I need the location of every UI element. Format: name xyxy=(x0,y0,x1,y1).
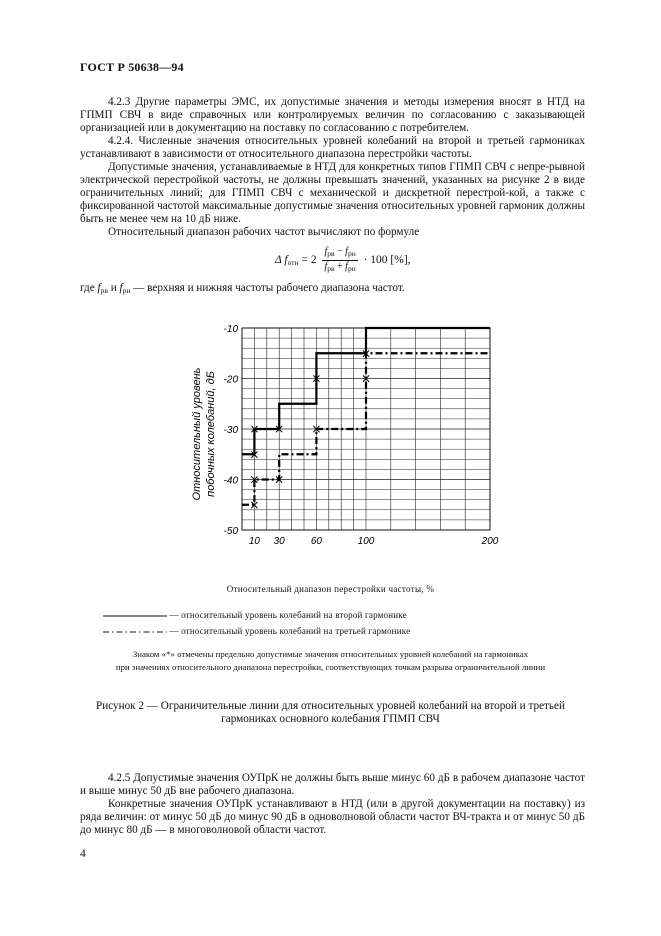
limit-marker: × xyxy=(311,422,322,436)
formula-denominator: $f_{рв} + f_{рн}$ xyxy=(324,261,356,273)
legend-solid-swatch xyxy=(103,612,167,620)
y-axis-label xyxy=(191,367,217,500)
chart-svg xyxy=(160,318,510,558)
paragraph-formula-intro: Относительный диапазон рабочих частот вычисляют по формуле xyxy=(108,226,420,238)
limit-marker: × xyxy=(249,422,260,436)
y-tick-label: -50 xyxy=(223,526,238,537)
limit-marker: × xyxy=(360,346,372,361)
relative-range-formula: Δ $f_{отн} = 2$ $\frac{f_{рв} - f_{рн}}{f_{рв} + f_{рн}}$ · 100 [%], xyxy=(275,246,411,273)
x-axis-label: Относительный диапазон перестройки частоты, % xyxy=(226,584,435,594)
formula-fraction xyxy=(322,246,357,275)
y-axis-label-line2: побочных колебаний, дБ xyxy=(205,371,217,497)
legend-dashdot-swatch xyxy=(103,628,167,636)
x-tick-label: 60 xyxy=(310,536,322,547)
x-tick-label: 200 xyxy=(481,536,499,547)
legend-dashdot: — относительный уровень колебаний на третьей гармонике xyxy=(103,626,410,636)
x-tick-label: 10 xyxy=(248,536,260,547)
limit-marker: × xyxy=(249,472,260,487)
limit-marker: × xyxy=(360,371,372,386)
limit-marker: × xyxy=(311,371,322,386)
limit-marker: × xyxy=(249,497,260,512)
page-number: 4 xyxy=(80,848,86,860)
figure-caption: Рисунок 2 — Ограничительные линии для относительных уровней колебаний на второй и третьей гармониках основного колебания ГПМП СВЧ xyxy=(95,700,565,725)
paragraph-permissible-values: Допустимые значения, устанавливаемые в НТД для конкретных типов ГПМП СВЧ с непре-рывной электрической перестройкой частоты, не должны превышать значений, указанных на рисунке 2 в виде ограничительных линий; для ГПМП СВЧ с механической и дискретной перестрой-кой, а также с фиксированной частотой максимальные допустимые значения относительных уровней гармоник должны быть не менее чем на 10 дБ ниже. xyxy=(80,161,585,225)
formula-legend: где $f_{рв}$ и $f_{рн}$ — верхняя и нижняя частоты рабочего диапазона частот. xyxy=(80,282,405,295)
y-tick-label: -10 xyxy=(223,324,238,335)
paragraph-4-2-3: 4.2.3 Другие параметры ЭМС, их допустимые значения и методы измерения вносят в НТД на ГПМП СВЧ в виде справочных или контролируемых величин по согласованию с заказывающей организацией или в документацию на поставку по согласованию с потребителем. xyxy=(80,96,585,134)
harmonics-limit-chart xyxy=(160,318,510,558)
formula-numerator: $f_{рв} - f_{рн}$ xyxy=(322,246,357,261)
y-tick-label: -40 xyxy=(223,475,238,487)
figure-note: Знаком «*» отмечены предельно допустимые значения относительных уровней колебаний на гармониках при значениях относительного диапазона перестройки, соответствующих точкам разрыва ограничительной линии xyxy=(115,649,546,672)
x-tick-label: 100 xyxy=(357,536,375,547)
y-tick-label: -20 xyxy=(223,374,238,386)
legend-solid: — относительный уровень колебаний на второй гармонике xyxy=(103,610,407,620)
x-tick-label: 30 xyxy=(273,536,285,547)
y-tick-label: -30 xyxy=(223,425,238,436)
y-axis-label-line1: Относительный уровень xyxy=(191,367,203,501)
paragraph-4-2-5: 4.2.5 Допустимые значения ОУПрК не должны быть выше минус 60 дБ в рабочем диапазоне частот и выше минус 50 дБ вне рабочего диапазона. xyxy=(80,772,585,797)
paragraph-4-2-4: 4.2.4. Численные значения относительных уровней колебаний на второй и третьей гармониках устанавливают в зависимости от относительного диапазона перестройки частоты. xyxy=(80,135,585,160)
limit-marker: × xyxy=(274,472,285,487)
paragraph-ouprk-values: Конкретные значения ОУПрК устанавливают в НТД (или в другой документации на поставку) из ряда величин: от минус 50 дБ до минус 90 дБ в одноволновой области частот ВЧ-тракта и от минус 50 дБ до минус 80 дБ — в многоволновой области частот. xyxy=(80,798,585,836)
limit-marker: × xyxy=(274,422,285,436)
document-header: ГОСТ Р 50638—94 xyxy=(80,60,184,74)
limit-marker: × xyxy=(249,447,260,462)
